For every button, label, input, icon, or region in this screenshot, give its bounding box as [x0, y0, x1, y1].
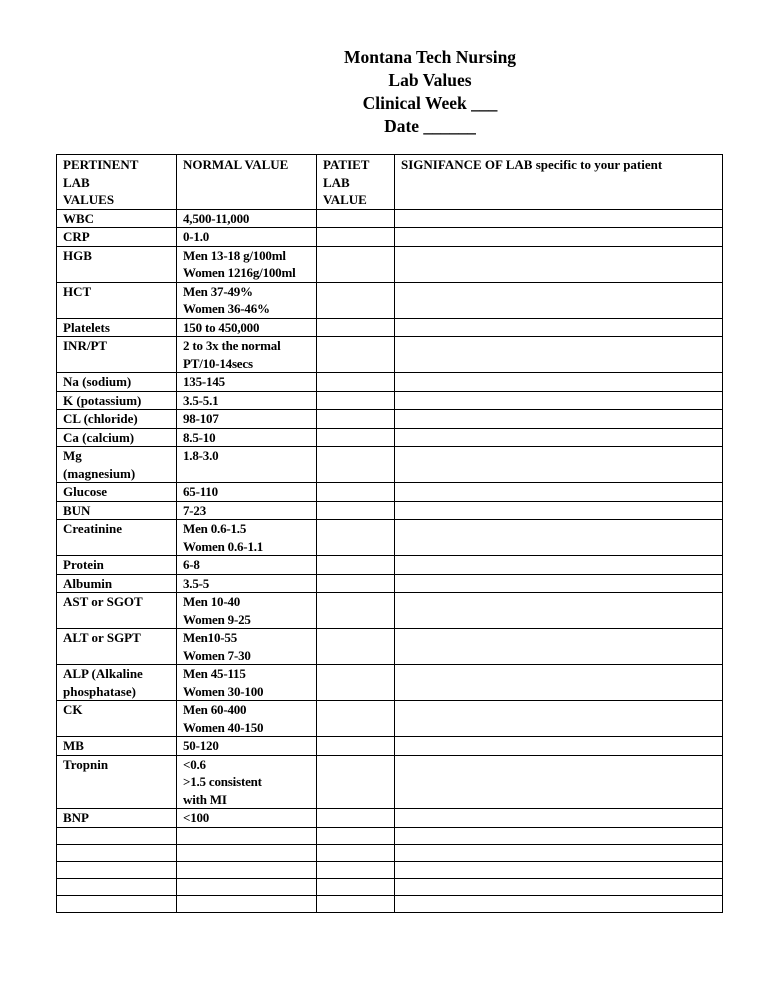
normal-value-cell: [177, 410, 317, 429]
significance-cell[interactable]: [395, 556, 723, 575]
normal-value-cell: [177, 428, 317, 447]
lab-name: K (potassium): [63, 392, 142, 408]
normal-value-cell: [177, 373, 317, 392]
normal-value: 98-107: [183, 411, 219, 426]
lab-name-cell: [57, 318, 177, 337]
lab-name: Platelets: [63, 319, 110, 335]
header-text: PATIET: [323, 157, 370, 172]
lab-name: CRP: [63, 229, 90, 244]
lab-name-cell: [57, 809, 177, 828]
patient-value-cell[interactable]: [317, 629, 395, 665]
lab-name-cell[interactable]: [57, 844, 177, 861]
significance-cell[interactable]: [395, 574, 723, 593]
normal-value-cell: [177, 246, 317, 282]
lab-name: AST or SGOT: [63, 594, 143, 609]
lab-name-cell: [57, 574, 177, 593]
lab-name-cell: [57, 755, 177, 809]
table-row: [57, 501, 723, 520]
lab-name: (magnesium): [63, 465, 136, 481]
patient-value-cell[interactable]: [317, 574, 395, 593]
lab-name: Tropnin: [63, 756, 109, 772]
table-row: [57, 574, 723, 593]
lab-name: INR/PT: [63, 338, 108, 353]
lab-name-cell: [57, 447, 177, 483]
patient-value-cell[interactable]: [317, 391, 395, 410]
lab-name: phosphatase): [63, 683, 136, 699]
significance-cell[interactable]: [395, 861, 723, 878]
significance-cell[interactable]: [395, 428, 723, 447]
lab-name-cell: [57, 428, 177, 447]
normal-value: 4,500-11,000: [183, 210, 250, 226]
patient-value-cell[interactable]: [317, 373, 395, 392]
significance-cell[interactable]: [395, 629, 723, 665]
lab-name-cell: [57, 246, 177, 282]
lab-name-cell: [57, 483, 177, 502]
normal-value-cell[interactable]: [177, 895, 317, 912]
normal-value: PT/10-14secs: [183, 355, 253, 371]
normal-value: 8.5-10: [183, 429, 216, 445]
table-row: [57, 556, 723, 575]
significance-cell[interactable]: [395, 228, 723, 247]
normal-value: Women 36-46%: [183, 301, 270, 316]
table-row: [57, 428, 723, 447]
table-row: [57, 447, 723, 483]
table-row: [57, 737, 723, 756]
lab-name-cell[interactable]: [57, 827, 177, 844]
title-line-1: Montana Tech Nursing: [343, 47, 517, 67]
table-row: [57, 410, 723, 429]
significance-cell[interactable]: [395, 827, 723, 844]
significance-cell[interactable]: [395, 593, 723, 629]
header-text: PERTINENT: [63, 157, 139, 172]
patient-value-cell[interactable]: [317, 755, 395, 809]
normal-value-cell: [177, 318, 317, 337]
significance-cell[interactable]: [395, 878, 723, 895]
lab-name-cell[interactable]: [57, 895, 177, 912]
blank-table-row: [57, 844, 723, 861]
lab-name-cell: [57, 391, 177, 410]
normal-value-cell: [177, 483, 317, 502]
normal-value-cell: [177, 701, 317, 737]
blank-table-row: [57, 878, 723, 895]
table-row: [57, 391, 723, 410]
normal-value-cell[interactable]: [177, 861, 317, 878]
patient-value-cell[interactable]: [317, 209, 395, 228]
lab-name: MB: [63, 738, 84, 753]
normal-value: Women 40-150: [183, 719, 264, 735]
header-text: SIGNIFANCE OF LAB specific to your patient: [401, 157, 663, 172]
normal-value: 150 to 450,000: [183, 319, 260, 335]
table-row: [57, 593, 723, 629]
lab-name: ALP (Alkaline: [63, 666, 143, 681]
normal-value-cell: [177, 574, 317, 593]
normal-value-cell: [177, 809, 317, 828]
lab-name: Glucose: [63, 484, 108, 499]
normal-value: Men 60-400: [183, 702, 247, 717]
table-row: [57, 318, 723, 337]
header-text: VALUE: [323, 192, 367, 207]
lab-name-cell: [57, 209, 177, 228]
normal-value-cell: [177, 629, 317, 665]
patient-value-cell[interactable]: [317, 318, 395, 337]
lab-name-cell: [57, 337, 177, 373]
normal-value: 3.5-5: [183, 575, 210, 591]
blank-table-row: [57, 861, 723, 878]
table-row: [57, 209, 723, 228]
lab-name: CL (chloride): [63, 411, 138, 426]
normal-value-cell: [177, 228, 317, 247]
normal-value: 1.8-3.0: [183, 448, 219, 463]
significance-cell[interactable]: [395, 447, 723, 483]
header-normal-value: [177, 155, 317, 210]
table-row: [57, 337, 723, 373]
header-patient-lab-value: [317, 155, 395, 210]
normal-value-cell[interactable]: [177, 844, 317, 861]
significance-cell[interactable]: [395, 337, 723, 373]
normal-value-cell[interactable]: [177, 827, 317, 844]
normal-value-cell: [177, 447, 317, 483]
lab-name-cell: [57, 701, 177, 737]
title-line-3: Clinical Week ___: [362, 93, 498, 113]
significance-cell[interactable]: [395, 809, 723, 828]
significance-cell[interactable]: [395, 410, 723, 429]
significance-cell[interactable]: [395, 665, 723, 701]
patient-value-cell[interactable]: [317, 665, 395, 701]
patient-value-cell[interactable]: [317, 447, 395, 483]
header-text: LAB: [63, 174, 90, 190]
patient-value-cell[interactable]: [317, 895, 395, 912]
normal-value-cell: [177, 665, 317, 701]
significance-cell[interactable]: [395, 501, 723, 520]
significance-cell[interactable]: [395, 895, 723, 912]
lab-name: Protein: [63, 557, 104, 572]
normal-value-cell: [177, 282, 317, 318]
lab-name-cell: [57, 556, 177, 575]
normal-value: Men 0.6-1.5: [183, 521, 247, 536]
lab-name-cell: [57, 737, 177, 756]
header-pertinent-lab-values: [57, 155, 177, 210]
blank-table-row: [57, 895, 723, 912]
patient-value-cell[interactable]: [317, 593, 395, 629]
patient-value-cell[interactable]: [317, 282, 395, 318]
patient-value-cell[interactable]: [317, 410, 395, 429]
normal-value-cell: [177, 593, 317, 629]
normal-value: 2 to 3x the normal: [183, 338, 281, 353]
normal-value: 3.5-5.1: [183, 392, 219, 408]
patient-value-cell[interactable]: [317, 827, 395, 844]
lab-name: Albumin: [63, 575, 113, 591]
header-text: NORMAL VALUE: [183, 157, 289, 172]
lab-name: HCT: [63, 283, 92, 299]
patient-value-cell[interactable]: [317, 246, 395, 282]
normal-value: Women 9-25: [183, 611, 251, 627]
patient-value-cell[interactable]: [317, 520, 395, 556]
lab-name: BUN: [63, 502, 91, 518]
normal-value: 50-120: [183, 738, 219, 753]
normal-value: 135-145: [183, 374, 225, 389]
table-body: [57, 209, 723, 912]
table-row: [57, 282, 723, 318]
header-significance: [395, 155, 723, 210]
normal-value-cell: [177, 520, 317, 556]
lab-values-table: [56, 154, 723, 913]
normal-value-cell: [177, 209, 317, 228]
normal-value: Men 45-115: [183, 666, 246, 681]
normal-value-cell: [177, 556, 317, 575]
table-row: [57, 520, 723, 556]
normal-value: Women 7-30: [183, 647, 251, 663]
lab-name-cell: [57, 520, 177, 556]
lab-name-cell[interactable]: [57, 861, 177, 878]
significance-cell[interactable]: [395, 209, 723, 228]
significance-cell[interactable]: [395, 755, 723, 809]
blank-table-row: [57, 827, 723, 844]
normal-value: 7-23: [183, 502, 207, 518]
significance-cell[interactable]: [395, 844, 723, 861]
table-row: [57, 246, 723, 282]
significance-cell[interactable]: [395, 246, 723, 282]
lab-name-cell: [57, 410, 177, 429]
patient-value-cell[interactable]: [317, 228, 395, 247]
normal-value: <100: [183, 810, 210, 825]
significance-cell[interactable]: [395, 373, 723, 392]
patient-value-cell[interactable]: [317, 861, 395, 878]
significance-cell[interactable]: [395, 282, 723, 318]
normal-value-cell: [177, 501, 317, 520]
lab-name: Mg: [63, 448, 82, 463]
normal-value: 6-8: [183, 557, 200, 572]
lab-name: Creatinine: [63, 521, 122, 536]
significance-cell[interactable]: [395, 520, 723, 556]
normal-value-cell: [177, 391, 317, 410]
normal-value: Women 1216g/100ml: [183, 265, 296, 280]
lab-name-cell: [57, 373, 177, 392]
normal-value: <0.6: [183, 756, 206, 772]
lab-name-cell: [57, 629, 177, 665]
lab-name: Ca (calcium): [63, 429, 135, 445]
table-row: [57, 809, 723, 828]
title-line-4: Date ______: [384, 116, 476, 136]
normal-value: Women 0.6-1.1: [183, 538, 264, 554]
table-row: [57, 701, 723, 737]
lab-name-cell: [57, 228, 177, 247]
lab-name: BNP: [63, 810, 89, 825]
table-row: [57, 228, 723, 247]
title-line-2: Lab Values: [388, 70, 472, 90]
normal-value-cell: [177, 337, 317, 373]
normal-value-cell: [177, 755, 317, 809]
patient-value-cell[interactable]: [317, 428, 395, 447]
lab-name: WBC: [63, 210, 95, 226]
normal-value: 65-110: [183, 484, 218, 499]
significance-cell[interactable]: [395, 391, 723, 410]
normal-value: Men 10-40: [183, 594, 241, 609]
normal-value: with MI: [183, 791, 227, 807]
normal-value: Women 30-100: [183, 683, 264, 699]
normal-value-cell[interactable]: [177, 878, 317, 895]
normal-value: Men 13-18 g/100ml: [183, 247, 286, 263]
normal-value: Men 37-49%: [183, 283, 253, 299]
patient-value-cell[interactable]: [317, 737, 395, 756]
header-text: LAB: [323, 174, 350, 190]
patient-value-cell[interactable]: [317, 878, 395, 895]
patient-value-cell[interactable]: [317, 337, 395, 373]
header-text: VALUES: [63, 192, 115, 207]
patient-value-cell[interactable]: [317, 844, 395, 861]
document-header: [0, 46, 768, 138]
normal-value-cell: [177, 737, 317, 756]
table-row: [57, 373, 723, 392]
lab-name: ALT or SGPT: [63, 630, 141, 645]
significance-cell[interactable]: [395, 318, 723, 337]
lab-name: Na (sodium): [63, 374, 132, 389]
significance-cell[interactable]: [395, 737, 723, 756]
patient-value-cell[interactable]: [317, 483, 395, 502]
lab-name-cell: [57, 282, 177, 318]
lab-name: HGB: [63, 247, 92, 263]
patient-value-cell[interactable]: [317, 701, 395, 737]
normal-value: >1.5 consistent: [183, 774, 262, 789]
lab-name-cell: [57, 665, 177, 701]
lab-name-cell[interactable]: [57, 878, 177, 895]
table-row: [57, 629, 723, 665]
normal-value: 0-1.0: [183, 229, 210, 244]
normal-value: Men10-55: [183, 630, 237, 645]
lab-name-cell: [57, 593, 177, 629]
table-row: [57, 483, 723, 502]
table-row: [57, 755, 723, 809]
table-header-row: [57, 155, 723, 210]
table-row: [57, 665, 723, 701]
lab-name-cell: [57, 501, 177, 520]
lab-name: CK: [63, 702, 83, 717]
significance-cell[interactable]: [395, 701, 723, 737]
patient-value-cell[interactable]: [317, 556, 395, 575]
patient-value-cell[interactable]: [317, 809, 395, 828]
patient-value-cell[interactable]: [317, 501, 395, 520]
significance-cell[interactable]: [395, 483, 723, 502]
